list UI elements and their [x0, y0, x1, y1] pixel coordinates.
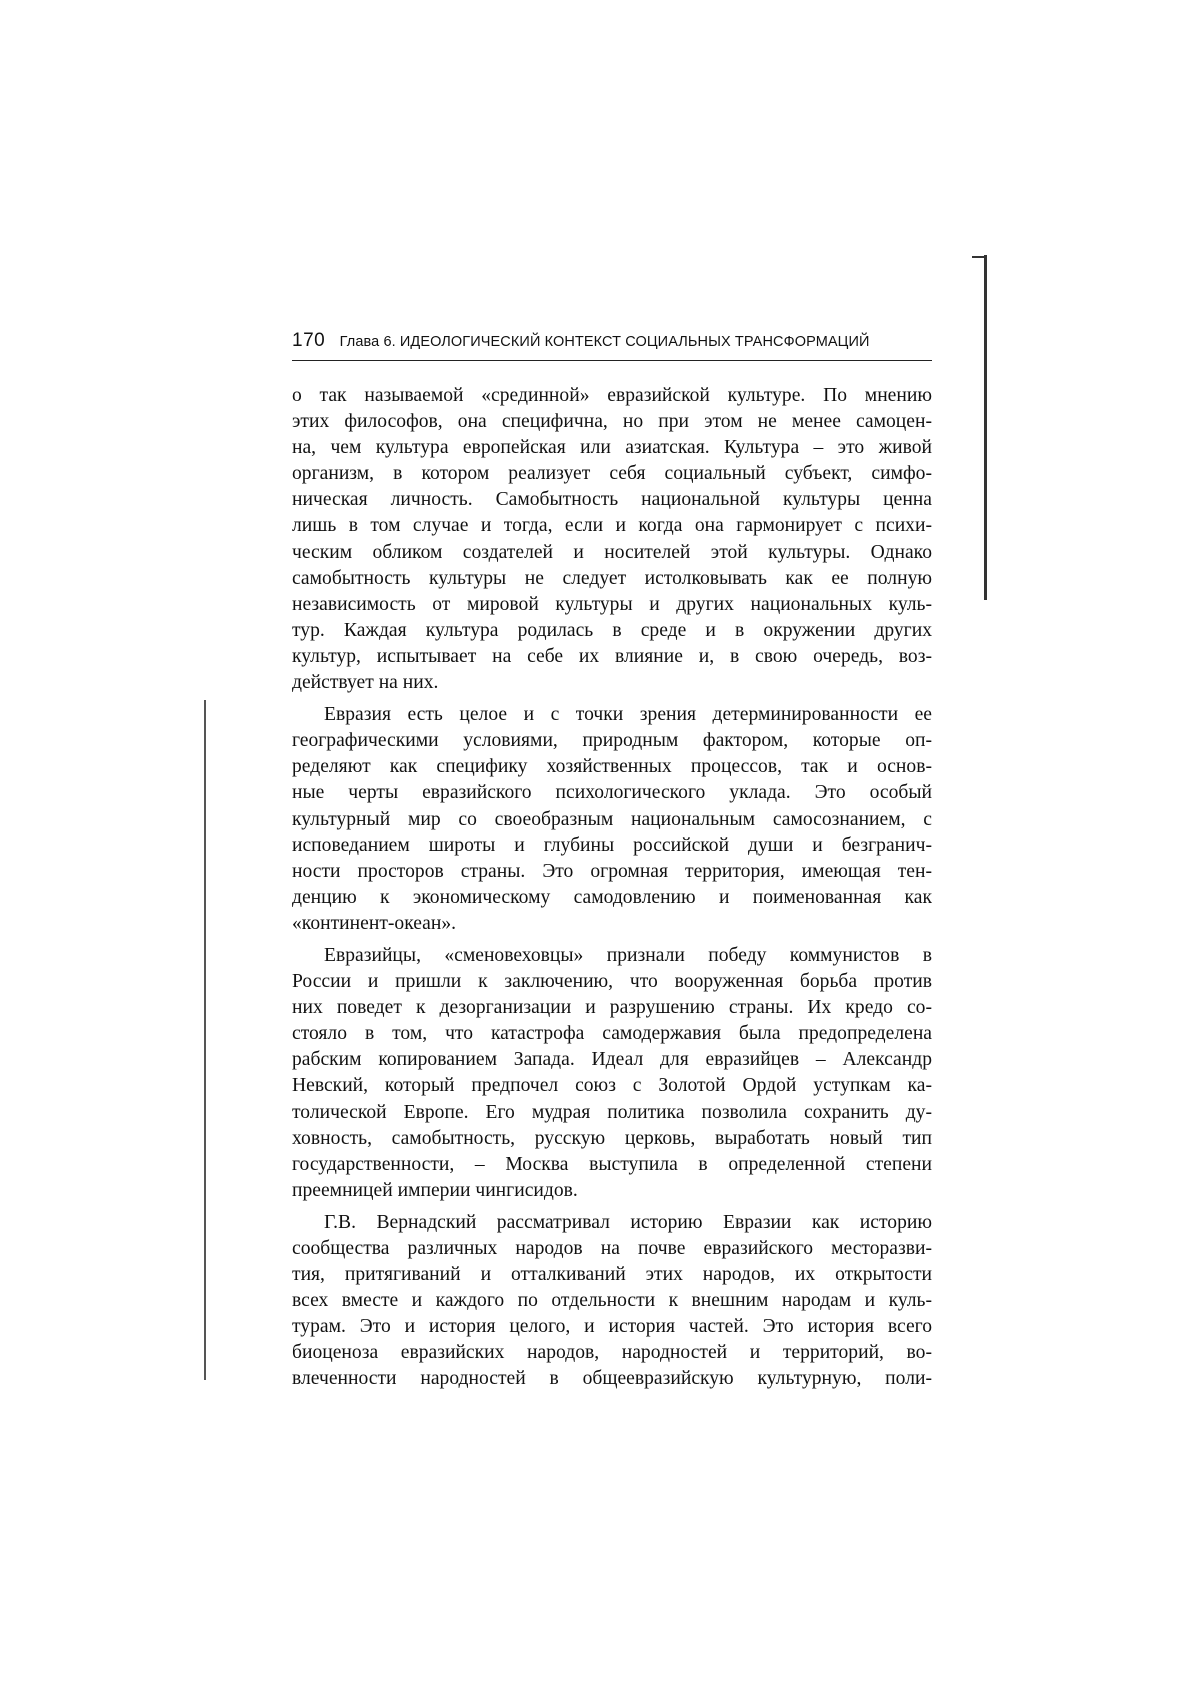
text-line: ные черты евразийского психологического уклада. Это особый — [292, 782, 932, 804]
text-line: культурный мир со своеобразным национальным самосознанием, с — [292, 808, 932, 830]
text-line: географическими условиями, природным фактором, которые оп- — [292, 730, 932, 752]
text-line: ности просторов страны. Это огромная территория, имеющая тен- — [292, 860, 932, 882]
text-line: Евразия есть целое и с точки зрения детерминированности ее — [324, 704, 932, 726]
text-line: России и пришли к заключению, что вооруженная борьба против — [292, 971, 932, 993]
text-line: них поведет к дезорганизации и разрушению страны. Их кредо со- — [292, 997, 932, 1019]
text-line: стояло в том, что катастрофа самодержавия была предопределена — [292, 1023, 932, 1045]
paragraph — [292, 1210, 932, 1393]
paragraph — [292, 943, 932, 1204]
text-line: ределяют как специфику хозяйственных процессов, так и основ- — [292, 756, 932, 778]
text-line: толической Европе. Его мудрая политика позволила сохранить ду- — [292, 1101, 932, 1123]
text-line: ческим обликом создателей и носителей этой культуры. Однако — [292, 541, 932, 563]
text-line: преемницей империи чингисидов. — [292, 1179, 578, 1201]
text-line: о так называемой «срединной» евразийской культуре. По мнению — [292, 385, 932, 406]
text-line: организм, в котором реализует себя социальный субъект, симфо- — [292, 463, 932, 485]
text-line: Невский, который предпочел союз с Золотой Ордой уступкам ка- — [292, 1075, 932, 1097]
text-line: тия, притягиваний и отталкиваний этих народов, их открытости — [292, 1264, 932, 1286]
text-line: Евразийцы, «сменовеховцы» признали победу коммунистов в — [324, 944, 932, 966]
body-text — [292, 383, 932, 1393]
text-line: исповеданием широты и глубины российской души и безгранич- — [292, 834, 932, 856]
scan-edge-line — [984, 255, 987, 600]
text-line: влеченности народностей в общеевразийскую культурную, поли- — [292, 1368, 932, 1390]
text-line: ническая личность. Самобытность национальной культуры ценна — [292, 489, 932, 511]
text-line: «континент-океан». — [292, 912, 457, 934]
text-line: рабским копированием Запада. Идеал для евразийцев – Александр — [292, 1049, 932, 1071]
scan-edge-tick — [972, 256, 986, 258]
text-line: на, чем культура европейская или азиатская. Культура – это живой — [292, 437, 932, 459]
text-line: биоценоза евразийских народов, народностей и территорий, во- — [292, 1342, 932, 1364]
text-line: ховность, самобытность, русскую церковь, выработать новый тип — [292, 1127, 932, 1149]
text-line: всех вместе и каждого по отдельности к внешним народам и куль- — [292, 1290, 932, 1312]
text-line: этих философов, она специфична, но при этом не менее самоцен- — [292, 411, 932, 433]
page-number: 170 — [292, 330, 326, 351]
running-title: Глава 6. ИДЕОЛОГИЧЕСКИЙ КОНТЕКСТ СОЦИАЛЬНЫХ ТРАНСФОРМАЦИЙ — [339, 334, 870, 350]
text-line: сообщества различных народов на почве евразийского месторазви- — [292, 1238, 932, 1259]
text-line: турам. Это и история целого, и история частей. Это история всего — [292, 1316, 932, 1338]
paragraph — [292, 383, 932, 696]
text-line: действует на них. — [292, 672, 439, 694]
text-line: лишь в том случае и тогда, если и когда она гармонирует с психи- — [292, 515, 932, 537]
text-line: культур, испытывает на себе их влияние и, в свою очередь, воз- — [292, 645, 932, 667]
scan-binding-line — [204, 700, 206, 1380]
text-line: денцию к экономическому самодовлению и поименованная как — [292, 886, 932, 908]
text-line: самобытность культуры не следует истолковывать как ее полную — [292, 567, 932, 589]
paragraph — [292, 702, 932, 937]
text-line: независимость от мировой культуры и других национальных куль- — [292, 593, 932, 615]
text-line: тур. Каждая культура родилась в среде и в окружении других — [292, 619, 932, 641]
page-header — [292, 330, 932, 361]
text-line: Г.В. Вернадский рассматривал историю Евразии как историю — [324, 1211, 932, 1233]
text-line: государственности, – Москва выступила в определенной степени — [292, 1153, 932, 1175]
